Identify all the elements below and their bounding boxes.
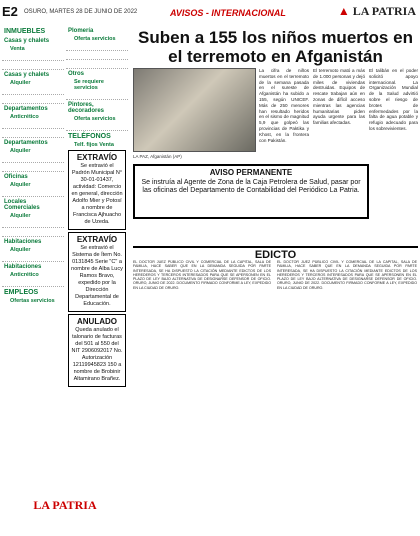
category-sub: Alquiler bbox=[10, 182, 31, 188]
category-sub: Oferta servicios bbox=[74, 36, 116, 42]
category-heading: TELÉFONOS bbox=[68, 133, 111, 140]
category-sub: Alquiler bbox=[10, 148, 31, 154]
article-photo bbox=[133, 68, 256, 152]
category-heading: Casas y chalets bbox=[4, 72, 50, 78]
edicto-text: EL DOCTOR JUEZ PÚBLICO CIVIL Y COMERCIAL DE LA CAPITAL, SALA DE FAMILIA, HACE SABER QUE EN LA DEMANDA SEGUIDA POR PARTE INTERESADA, SE HA DISPUESTO LA CITACIÓN MEDIANTE EDICTOS DE LOS HEREDEROS Y TERCEROS INTERESADOS PARA QUE SE APERSONEN EN EL PLAZO DE LEY BAJO ALTERNATIVA DE DESIGNARSE DEFENSOR DE OFICIO. ORURO, JUNIO DE 2022. DOCUMENTO FIRMADO CONFORME A LEY, EXPEDIDO EN LA CIUDAD DE ORURO. bbox=[133, 260, 271, 290]
main-content bbox=[133, 26, 418, 290]
classified-ad bbox=[66, 51, 128, 60]
article-column: La cifra de niños muertos en el terremoto de la semana pasada en el sureste de Afganistán ha subido a 155, según UNICEF. Más de 250 menores han resultado heridos en el sismo de magnitud 5,9 que golpeó las provincias de Paktika y Khost, en la frontera con Pakistán. bbox=[259, 68, 309, 143]
edicto-title: EDICTO bbox=[254, 249, 297, 261]
edicto-text: EL DOCTOR JUEZ PÚBLICO CIVIL Y COMERCIAL DE LA CAPITAL, SALA DE FAMILIA, HACE SABER QUE EN LA DEMANDA SEGUIDA POR PARTE INTERESADA, SE HA DISPUESTO LA CITACIÓN MEDIANTE EDICTOS DE LOS HEREDEROS Y TERCEROS INTERESADOS PARA QUE SE APERSONEN EN EL PLAZO DE LEY BAJO ALTERNATIVA DE DESIGNARSE DEFENSOR DE OFICIO. ORURO, JUNIO DE 2022. DOCUMENTO FIRMADO CONFORME A LEY, EXPEDIDO EN LA CIUDAD DE ORURO. bbox=[277, 260, 417, 290]
category-heading: Habitaciones bbox=[4, 239, 42, 245]
classified-ad bbox=[66, 91, 128, 100]
category-sub: Alquiler bbox=[10, 247, 31, 253]
classified-ad bbox=[2, 253, 64, 262]
category-heading: Oficinas bbox=[4, 174, 28, 180]
aviso-permanente-box bbox=[133, 164, 369, 219]
category-heading: Habitaciones bbox=[4, 264, 42, 270]
classified-ad bbox=[66, 42, 128, 51]
category-heading: Locales Comerciales bbox=[4, 199, 40, 211]
footer-logo: LA PATRIA bbox=[33, 498, 97, 512]
category-heading: Departamentos bbox=[4, 140, 48, 146]
classified-ad bbox=[2, 86, 64, 95]
classifieds-col-1 bbox=[2, 26, 64, 304]
category-sub: Se requiere servicios bbox=[74, 79, 104, 91]
classifieds-title: INMUEBLES bbox=[4, 28, 46, 35]
anulado-ad: ANULADO Queda anulado el talonario de facturas del 501 al 550 del NIT 2906092017 No. Autorización 12119945823 150 a nombre de Brobinir Altamirano Brañez. bbox=[68, 314, 126, 387]
section-title: AVISOS - INTERNACIONAL bbox=[170, 8, 286, 18]
photo-caption: LA PAZ, Afganistán (AP) bbox=[133, 154, 182, 159]
extravio-ad: EXTRAVÍO Se extravió el Padrón Municipal N° 30-01-01437, actividad: Comercio en general, dirección Adolfo Mier y Potosí a nombre de Francisca Ajhuacho de Uzeda. bbox=[68, 150, 126, 230]
newspaper-logo: ▲ LA PATRIA bbox=[337, 4, 416, 18]
category-sub: Alquiler bbox=[10, 213, 31, 219]
category-sub: Telf. fijos Venta bbox=[74, 142, 114, 148]
category-heading: EMPLEOS bbox=[4, 289, 39, 296]
category-sub: Oferta servicios bbox=[74, 116, 116, 122]
classified-ad bbox=[2, 219, 64, 228]
category-heading: Otros bbox=[68, 71, 85, 77]
classified-ad bbox=[2, 188, 64, 197]
classified-ad bbox=[2, 120, 64, 129]
classified-ad bbox=[2, 278, 64, 287]
page-header bbox=[0, 0, 420, 26]
classified-ad bbox=[2, 52, 64, 61]
classified-ad bbox=[66, 122, 128, 131]
category-heading: Plomería bbox=[68, 28, 94, 34]
page-number: E2 bbox=[2, 4, 18, 19]
classified-ad bbox=[2, 163, 64, 172]
extravio-ad: EXTRAVÍO Se extravió el Sistema de Ítem No. 0131845 Serie "C" a nombre de Alba Lucy Ramos Bravo, expedido por la Dirección Departamental de Educación. bbox=[68, 232, 126, 312]
category-sub: Anticrético bbox=[10, 114, 39, 120]
classified-ad bbox=[2, 154, 64, 163]
category-sub: Ofertas servicios bbox=[10, 298, 55, 304]
classified-ad bbox=[2, 95, 64, 104]
article-column: El talibán en el poder solicitó apoyo internacional. La Organización Mundial de la Salud advirtió sobre el riesgo de brotes de enfermedades por la falta de agua potable y refugio adecuado para los sobrevivientes. bbox=[369, 68, 418, 131]
page-date: OSURO, MARTES 28 DE JUNIO DE 2022 bbox=[24, 9, 138, 15]
category-sub: Venta bbox=[10, 46, 25, 52]
classified-ad bbox=[2, 61, 64, 70]
category-sub: Anticrético bbox=[10, 272, 39, 278]
classified-ad bbox=[66, 60, 128, 69]
article-headline: Suben a 155 los niños muertos en el terremoto en Afganistán bbox=[138, 28, 413, 66]
article-column: El terremoto mató a más de 1.000 personas y dejó miles de viviendas destruidas. Equipos de rescate trabajan aún en zonas de difícil acceso mientras las agencias humanitarias piden ayuda urgente para las familias afectadas. bbox=[313, 68, 365, 126]
aviso-text: Se instruía al Agente de Zona de la Caja Petrolera de Salud, pasar por las oficinas del Departamento de Contabilidad del Periódico La Patria. bbox=[141, 179, 361, 194]
classified-ad bbox=[2, 129, 64, 138]
classifieds-section bbox=[0, 26, 130, 513]
category-sub: Alquiler bbox=[10, 80, 31, 86]
category-heading: Pintores, decoradores bbox=[68, 102, 105, 114]
category-heading: Casas y chalets bbox=[4, 38, 50, 44]
category-heading: Departamentos bbox=[4, 106, 48, 112]
aviso-title: AVISO PERMANENTE bbox=[209, 168, 293, 177]
classified-ad bbox=[2, 228, 64, 237]
classifieds-col-2 bbox=[66, 26, 128, 389]
